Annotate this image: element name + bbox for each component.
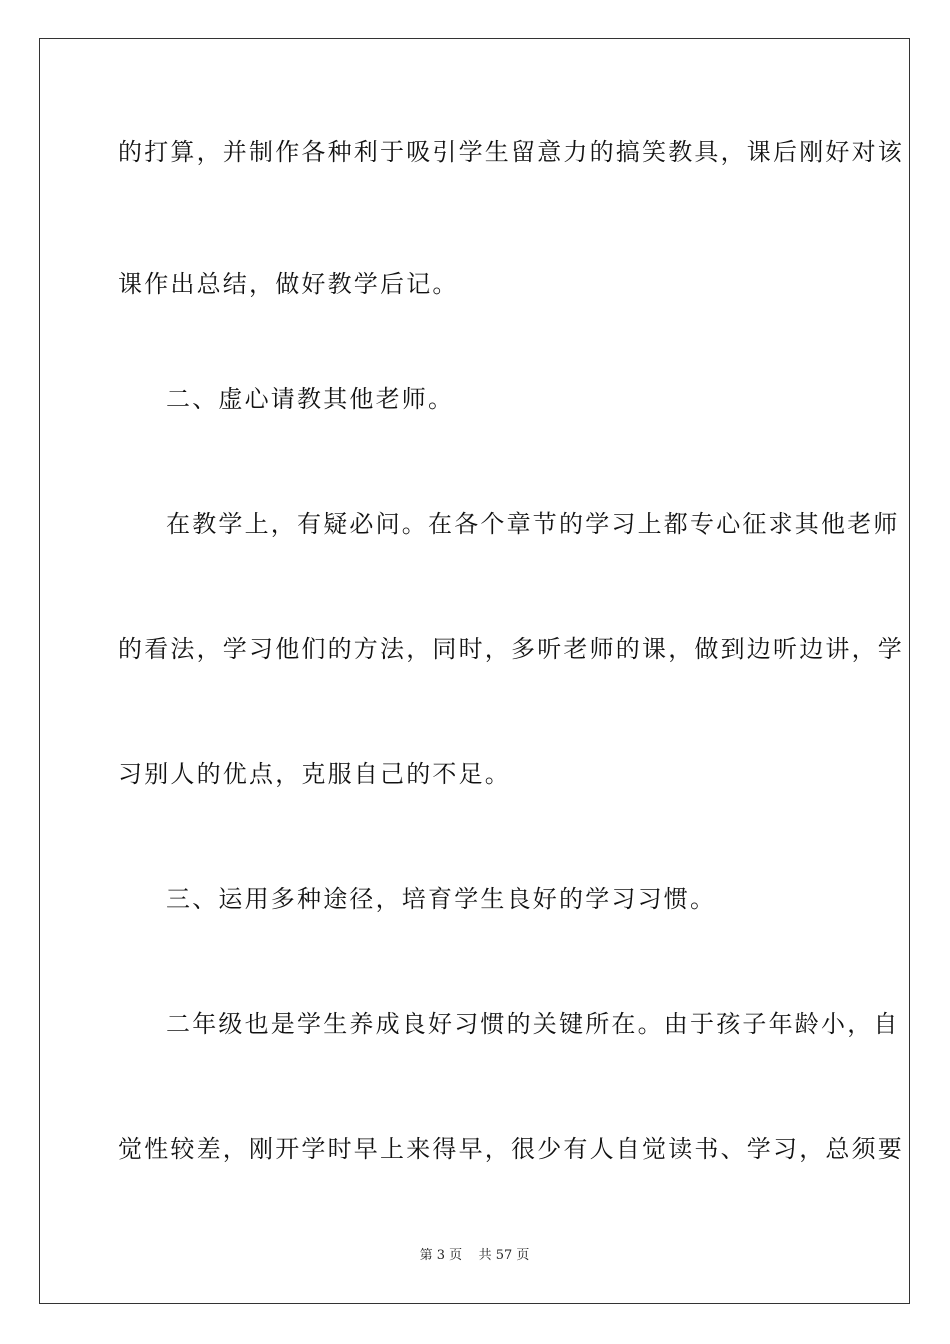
section-heading-3: 三、运用多种途径，培育学生良好的学习习惯。 bbox=[166, 885, 717, 913]
document-page bbox=[39, 38, 910, 1304]
text-line-2: 课作出总结，做好教学后记。 bbox=[118, 270, 459, 298]
text-line-5: 的看法，学习他们的方法，同时，多听老师的课，做到边听边讲，学 bbox=[118, 635, 904, 663]
text-line-8: 二年级也是学生养成良好习惯的关键所在。由于孩子年龄小，自 bbox=[166, 1010, 900, 1038]
text-line-4: 在教学上，有疑必问。在各个章节的学习上都专心征求其他老师 bbox=[166, 510, 900, 538]
text-line-6: 习别人的优点，克服自己的不足。 bbox=[118, 760, 511, 788]
text-line-1: 的打算，并制作各种利于吸引学生留意力的搞笑教具，课后刚好对该 bbox=[118, 138, 904, 166]
text-line-9: 觉性较差，刚开学时早上来得早，很少有人自觉读书、学习，总须要 bbox=[118, 1135, 904, 1163]
page-number-footer: 第 3 页 共 57 页 bbox=[419, 1248, 530, 1263]
section-heading-2: 二、虚心请教其他老师。 bbox=[166, 385, 455, 413]
